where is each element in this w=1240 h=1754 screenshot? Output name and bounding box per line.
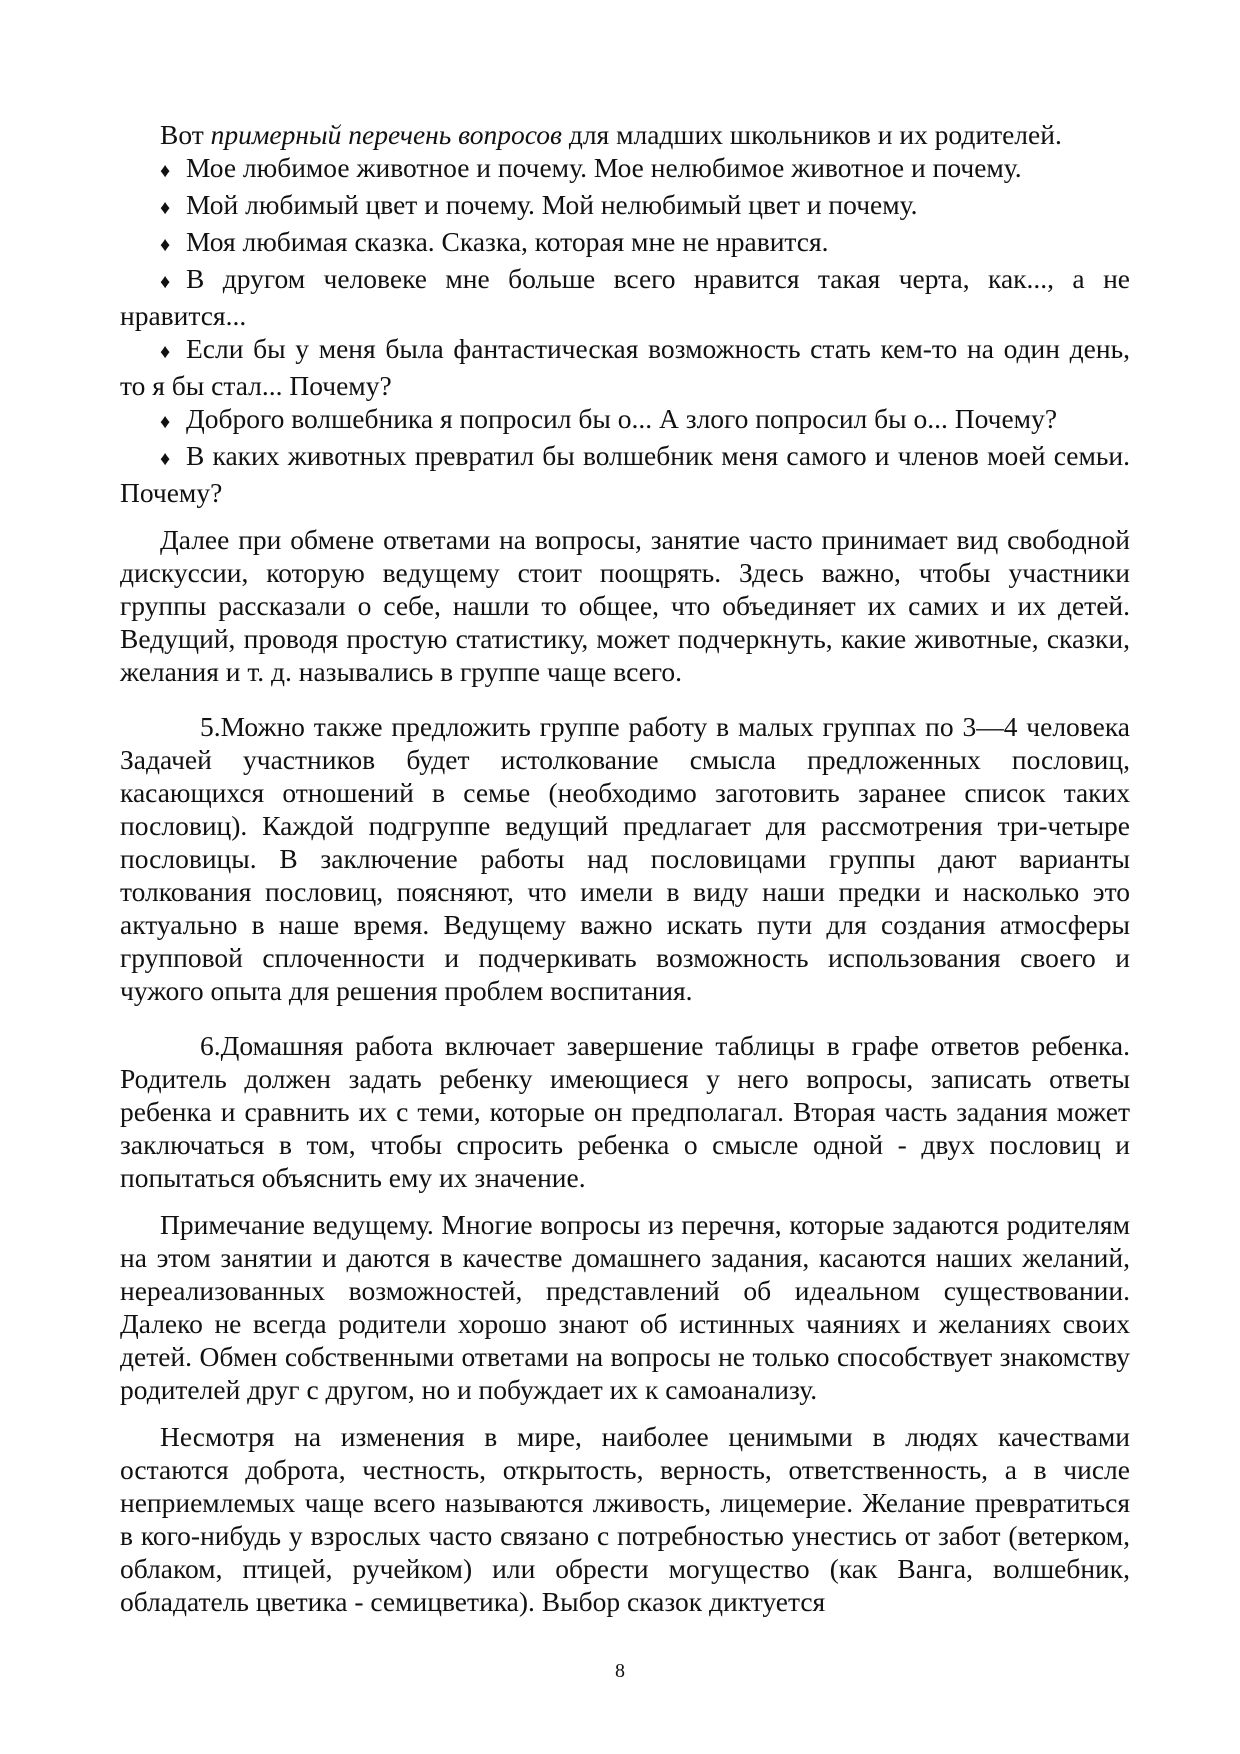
diamond-bullet-icon: ♦ — [160, 341, 171, 363]
bullet-item — [120, 332, 1130, 402]
bullet-item — [120, 151, 1130, 188]
bullet-text: Мой любимый цвет и почему. Мой нелюбимый цвет и почему. — [186, 189, 918, 220]
bullet-item — [120, 439, 1130, 509]
diamond-bullet-icon: ♦ — [160, 234, 171, 256]
item-6-text: Домашняя работа включает завершение таблицы в графе ответов ребенка. Родитель должен задать ребенку имеющиеся у него вопросы, записать ответы ребенка и сравнить их с теми, которые он предполагал. Вторая часть задания может заключаться в том, чтобы спросить ребенка о смысле одной - двух пословиц и попытаться объяснить ему их значение. — [120, 1030, 1130, 1193]
bullet-text: В каких животных превратил бы волшебник меня самого и членов моей семьи. Почему? — [120, 440, 1130, 508]
item-5-number: 5. — [200, 711, 221, 742]
bullet-item — [120, 262, 1130, 332]
note-paragraph: Примечание ведущему. Многие вопросы из перечня, которые задаются родителям на этом занятии и даются в качестве домашнего задания, касаются наших желаний, нереализованных возможностей, представлений об идеальном существовании. Далеко не всегда родители хорошо знают об истинных чаяниях и желаниях своих детей. Обмен собственными ответами на вопросы не только способствует знакомству родителей друг с другом, но и побуждает их к самоанализу. — [120, 1209, 1130, 1405]
intro-before: Вот — [160, 119, 211, 150]
item-5-text: Можно также предложить группе работу в малых группах по 3—4 человека Задачей участников будет истолкование смысла предложенных пословиц, касающихся отношений в семье (необходимо заготовить заранее список таких пословиц). Каждой подгруппе ведущий предлагает для рассмотрения три-четыре пословицы. В заключение работы над пословицами группы дают варианты толкования пословиц, поясняют, что имели в виду наши предки и насколько это актуально в наше время. Ведущему важно искать пути для создания атмосферы групповой сплоченности и подчеркивать возможность использования своего и чужого опыта для решения проблем воспитания. — [120, 711, 1130, 1006]
page-number: 8 — [615, 1660, 625, 1682]
intro-paragraph — [120, 118, 1130, 151]
intro-after: для младших школьников и их родителей. — [561, 119, 1062, 150]
page-content — [120, 118, 1130, 1618]
intro-italic: примерный перечень вопросов — [210, 119, 562, 150]
bullet-item — [120, 402, 1130, 439]
bullet-text: Если бы у меня была фантастическая возможность стать кем-то на один день, то я бы стал... Почему? — [120, 333, 1130, 401]
bullet-item — [120, 225, 1130, 262]
item-6-number: 6. — [200, 1030, 221, 1061]
bullet-item — [120, 188, 1130, 225]
item-6-paragraph — [120, 1029, 1130, 1194]
diamond-bullet-icon: ♦ — [160, 271, 171, 293]
values-paragraph: Несмотря на изменения в мире, наиболее ценимыми в людях качествами остаются доброта, честность, открытость, верность, ответственность, а в числе неприемлемых чаще всего называются лживость, лицемерие. Желание превратиться в кого-нибудь у взрослых часто связано с потребностью унестись от забот (ветерком, облаком, птицей, ручейком) или обрести могущество (как Ванга, волшебник, обладатель цветика - семицветика). Выбор сказок диктуется — [120, 1421, 1130, 1617]
diamond-bullet-icon: ♦ — [160, 197, 171, 219]
diamond-bullet-icon: ♦ — [160, 160, 171, 182]
bullet-text: Доброго волшебника я попросил бы о... А злого попросил бы о... Почему? — [186, 403, 1058, 434]
diamond-bullet-icon: ♦ — [160, 411, 171, 433]
item-5-paragraph — [120, 710, 1130, 1007]
bullet-text: В другом человеке мне больше всего нравится такая черта, как..., а не нравится... — [120, 263, 1130, 331]
diamond-bullet-icon: ♦ — [160, 448, 171, 470]
bullet-text: Мое любимое животное и почему. Мое нелюбимое животное и почему. — [186, 152, 1022, 183]
bullet-text: Моя любимая сказка. Сказка, которая мне не нравится. — [186, 226, 829, 257]
discussion-paragraph: Далее при обмене ответами на вопросы, занятие часто принимает вид свободной дискуссии, которую ведущему стоит поощрять. Здесь важно, чтобы участники группы рассказали о себе, нашли то общее, что объединяет их самих и их детей. Ведущий, проводя простую статистику, может подчеркнуть, какие животные, сказки, желания и т. д. назывались в группе чаще всего. — [120, 524, 1130, 687]
